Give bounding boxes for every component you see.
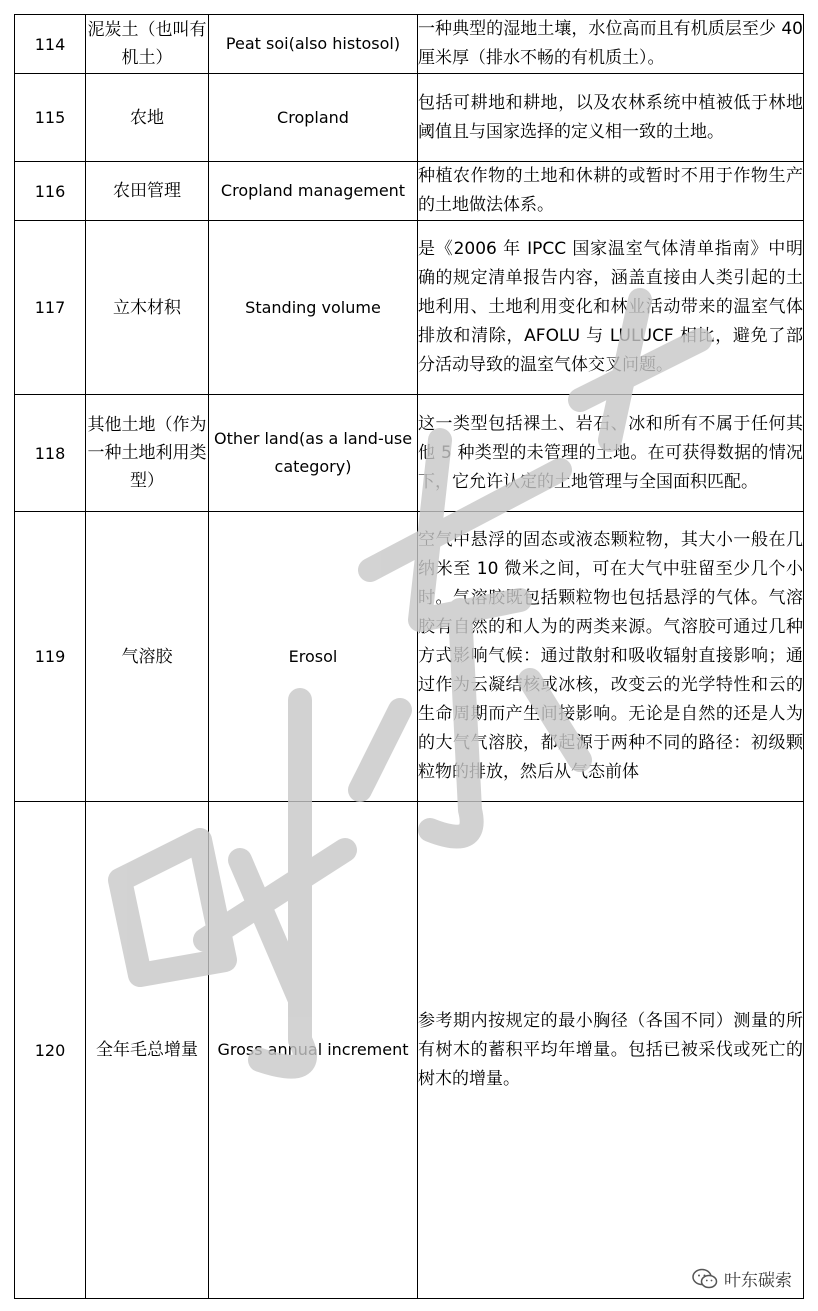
wechat-icon bbox=[692, 1268, 718, 1290]
chinese-term: 立木材积 bbox=[86, 221, 209, 395]
chinese-term: 农田管理 bbox=[86, 162, 209, 221]
row-number: 118 bbox=[15, 395, 86, 512]
row-number: 116 bbox=[15, 162, 86, 221]
row-number: 115 bbox=[15, 74, 86, 162]
english-term: Other land(as a land-use category) bbox=[209, 395, 418, 512]
row-number: 114 bbox=[15, 15, 86, 74]
table-row bbox=[15, 221, 804, 395]
table-row bbox=[15, 162, 804, 221]
english-term: Peat soi(also histosol) bbox=[209, 15, 418, 74]
brand-label: 叶东碳索 bbox=[724, 1271, 792, 1291]
english-term: Cropland management bbox=[209, 162, 418, 221]
table-row bbox=[15, 802, 804, 1299]
english-term: Gross annual increment bbox=[209, 802, 418, 1299]
english-term: Cropland bbox=[209, 74, 418, 162]
definition: 空气中悬浮的固态或液态颗粒物，其大小一般在几纳米至 10 微米之间，可在大气中驻留至少几个小时。气溶胶既包括颗粒物也包括悬浮的气体。气溶胶有自然的和人为的两类来源。气溶胶可通过几种方式影响气候：通过散射和吸收辐射直接影响；通过作为云凝结核或冰核，改变云的光学特性和云的生命周期而产生间接影响。无论是自然的还是人为的大气气溶胶，都起源于两种不同的路径：初级颗粒物的排放，然后从气态前体 bbox=[418, 512, 804, 802]
table-row bbox=[15, 395, 804, 512]
definition: 这一类型包括裸土、岩石、冰和所有不属于任何其他 5 种类型的未管理的土地。在可获得数据的情况下，它允许认定的土地管理与全国面积匹配。 bbox=[418, 395, 804, 512]
definition: 包括可耕地和耕地，以及农林系统中植被低于林地阈值且与国家选择的定义相一致的土地。 bbox=[418, 74, 804, 162]
brand-signature bbox=[692, 1266, 792, 1291]
table-row bbox=[15, 512, 804, 802]
row-number: 120 bbox=[15, 802, 86, 1299]
row-number: 117 bbox=[15, 221, 86, 395]
row-number: 119 bbox=[15, 512, 86, 802]
chinese-term: 气溶胶 bbox=[86, 512, 209, 802]
definition: 一种典型的湿地土壤，水位高而且有机质层至少 40 厘米厚（排水不畅的有机质土）。 bbox=[418, 15, 804, 74]
definition: 是《2006 年 IPCC 国家温室气体清单指南》中明确的规定清单报告内容，涵盖直接由人类引起的土地利用、土地利用变化和林业活动带来的温室气体排放和清除，AFOLU 与 LULUCF 相比，避免了部分活动导致的温室气体交叉问题。 bbox=[418, 221, 804, 395]
chinese-term: 其他土地（作为一种土地利用类型） bbox=[86, 395, 209, 512]
english-term: Standing volume bbox=[209, 221, 418, 395]
definition: 参考期内按规定的最小胸径（各国不同）测量的所有树木的蓄积平均年增量。包括已被采伐或死亡的树木的增量。 bbox=[418, 802, 804, 1299]
table-row bbox=[15, 74, 804, 162]
glossary-table bbox=[14, 14, 804, 1299]
table-row bbox=[15, 15, 804, 74]
chinese-term: 泥炭土（也叫有机土） bbox=[86, 15, 209, 74]
english-term: Erosol bbox=[209, 512, 418, 802]
chinese-term: 农地 bbox=[86, 74, 209, 162]
definition: 种植农作物的土地和休耕的或暂时不用于作物生产的土地做法体系。 bbox=[418, 162, 804, 221]
chinese-term: 全年毛总增量 bbox=[86, 802, 209, 1299]
